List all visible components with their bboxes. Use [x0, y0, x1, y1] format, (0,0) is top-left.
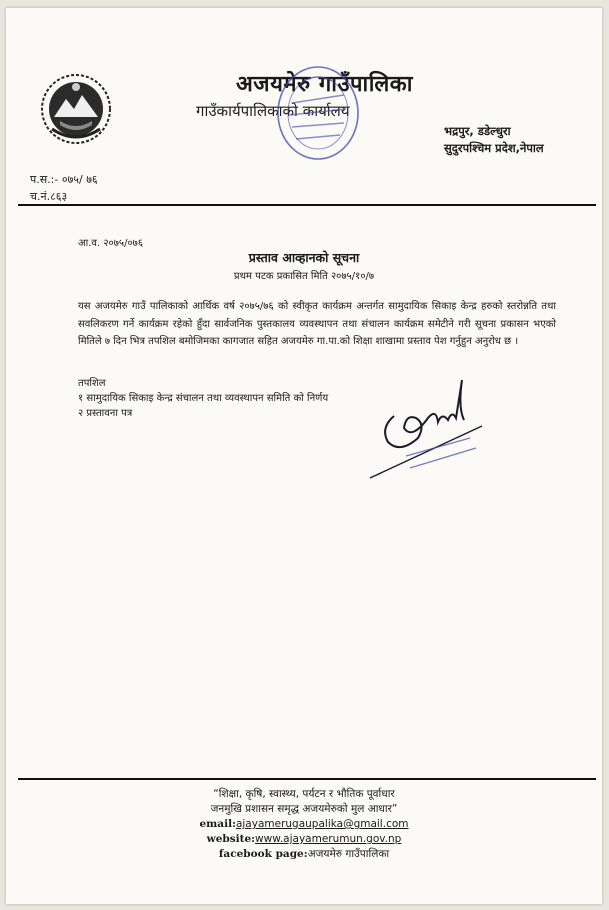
document-page: [6, 8, 602, 904]
municipality-title: अजयमेरु गाउँपालिका: [236, 72, 413, 97]
address-line-2: सुदुरपश्चिम प्रदेश,नेपाल: [444, 141, 544, 155]
office-title: गाउँकार्यपालिकाको कार्यालय: [196, 102, 350, 120]
signature-icon: [366, 368, 486, 483]
footer: [6, 787, 602, 862]
details-heading: तपशिल: [78, 378, 106, 389]
letter-number: प.स.:- ०७५/ ७६: [30, 173, 98, 186]
header-divider: [18, 204, 596, 206]
address-line-1: भद्रपुर, डडेल्धुरा: [444, 124, 511, 138]
nepal-emblem-icon: [40, 73, 112, 145]
dispatch-number: च.नं.८६३: [30, 190, 68, 203]
slogan-line-2: जनमुखि प्रशासन समृद्ध अजयमेरुको मुल आधार”: [210, 803, 398, 815]
website-label: website:: [206, 833, 256, 845]
office-stamp-icon: [274, 63, 362, 163]
facebook-label: facebook page:: [218, 848, 308, 860]
footer-divider: [18, 778, 596, 780]
details-item-2: २ प्रस्तावना पत्र: [78, 408, 133, 419]
email-label: email:: [199, 818, 236, 830]
facebook-page: अजयमेरु गाउँपालिका: [307, 848, 390, 860]
notice-body: यस अजयमेरु गाउँ पालिकाको आर्थिक वर्ष २०७५/७६ को स्वीकृत कार्यक्रम अन्तर्गत सामुदायिक सिकाइ केन्द्र हरुको स्तरोन्नति तथा सवलिकरण गर्ने कार्यक्रम रहेको हुँदा सार्वजनिक पुस्तकालय व्यवस्थापन तथा संचालन कार्यक्रम समेटीने गरी सूचना प्रकासन भएको मितिले ७ दिन भित्र तपशिल बमोजिमका कागजात सहित अजयमेरु गा.पा.को शिक्षा शाखामा प्रस्ताव पेश गर्नुहुन अनुरोध छ ।: [78, 301, 556, 347]
office-address: [444, 123, 544, 157]
fiscal-year: आ.व. २०७५/०७६: [78, 238, 144, 249]
reference-numbers: [30, 171, 98, 205]
notice-published-date: प्रथम पटक प्रकासित मिति २०७५/१०/७: [233, 271, 375, 282]
slogan-line-1: “शिक्षा, कृषि, स्वास्थ्य, पर्यटन र भौतिक पूर्वाधार: [213, 788, 395, 800]
facebook-line: [6, 847, 602, 862]
email-link[interactable]: ajayamerugaupalika@gmail.com: [235, 818, 409, 830]
website-link[interactable]: www.ajayamerumun.gov.np: [255, 833, 402, 845]
details-item-1: १ सामुदायिक सिकाइ केन्द्र संचालन तथा व्यवस्थापन समिति को निर्णय: [78, 393, 329, 404]
details-section: [78, 376, 328, 421]
email-line: [6, 817, 602, 832]
website-line: [6, 832, 602, 847]
notice-title: प्रस्ताव आव्हानको सूचना: [248, 250, 360, 265]
